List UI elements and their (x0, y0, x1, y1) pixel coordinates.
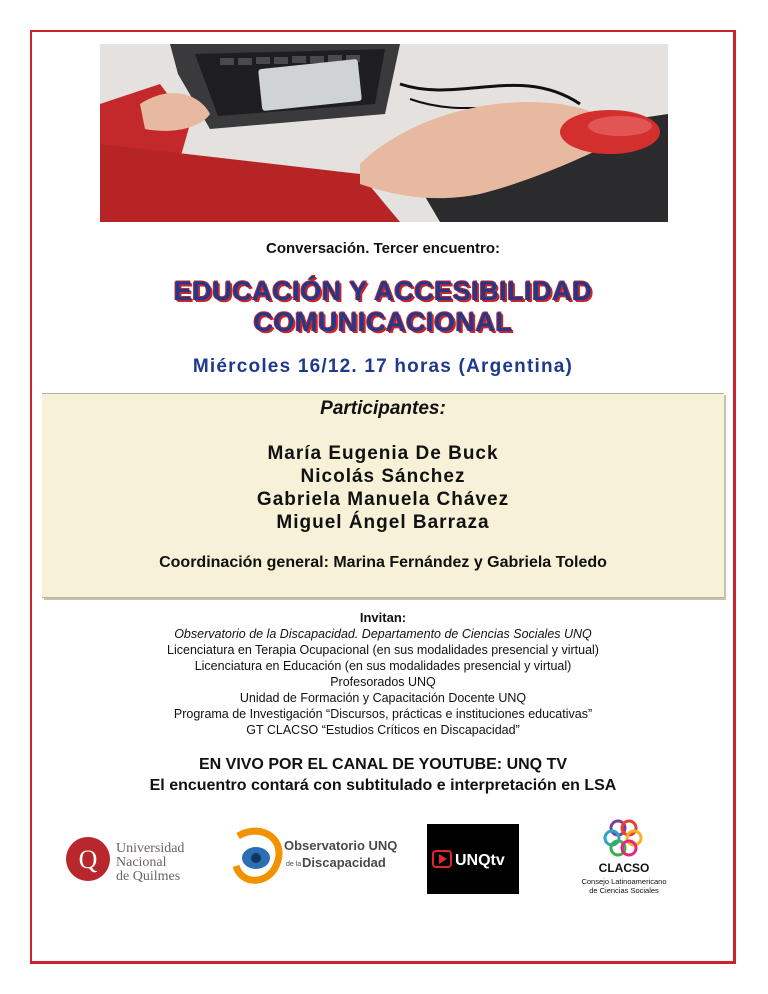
photo-illustration (100, 44, 668, 222)
event-title (30, 276, 736, 338)
unqtv-text: UNQtv (455, 852, 505, 869)
participant-name: Gabriela Manuela Chávez (256, 489, 510, 510)
invite-section (30, 610, 736, 738)
participant-name: Nicolás Sánchez (300, 466, 466, 487)
invite-line: GT CLACSO “Estudios Críticos en Discapacidad” (246, 723, 520, 737)
event-kicker: Conversación. Tercer encuentro: (266, 240, 500, 257)
unq-logo-line3: de Quilmes (116, 869, 181, 884)
unq-logo-line1: Universidad (116, 841, 185, 856)
participants-panel (42, 393, 724, 598)
unq-logo-line2: Nacional (116, 855, 167, 870)
participant-name: Miguel Ángel Barraza (276, 512, 490, 533)
clacso-logo (566, 818, 682, 898)
clacso-sub1: Consejo Latinoamericano (581, 877, 667, 886)
unqtv-logo-mark (427, 824, 519, 894)
clacso-logo-mark (566, 818, 682, 898)
header-photo (100, 44, 668, 222)
coordination-text: Coordinación general: Marina Fernández y Gabriela Toledo (159, 554, 607, 571)
title-line-2: COMUNICACIONAL (253, 307, 513, 337)
participants-list (42, 442, 724, 534)
invite-line: Profesorados UNQ (330, 675, 436, 689)
invite-line: Unidad de Formación y Capacitación Docente UNQ (239, 691, 527, 705)
clacso-name: CLACSO (598, 861, 650, 875)
participants-label: Participantes: (320, 398, 446, 419)
invite-line: Observatorio de la Discapacidad. Departamento de Ciencias Sociales UNQ (174, 627, 592, 641)
invite-line: Programa de Investigación “Discursos, prácticas e instituciones educativas” (173, 707, 593, 721)
observatorio-line2b: Discapacidad (302, 855, 386, 870)
event-date: Miércoles 16/12. 17 horas (Argentina) (192, 356, 574, 377)
invite-heading: Invitan: (359, 610, 407, 625)
invite-line: Licenciatura en Terapia Ocupacional (en sus modalidades presencial y virtual) (167, 643, 599, 657)
live-line-2: El encuentro contará con subtitulado e interpretación en LSA (149, 777, 617, 794)
observatorio-logo (232, 826, 398, 890)
observatorio-line2a: de la (286, 861, 302, 868)
clacso-sub2: de Ciencias Sociales (589, 886, 659, 895)
unq-logo (64, 832, 204, 888)
unqtv-logo (427, 824, 519, 894)
unq-logo-mark (64, 832, 204, 888)
participant-name: María Eugenia De Buck (267, 443, 499, 464)
live-line-1: EN VIVO POR EL CANAL DE YOUTUBE: UNQ TV (198, 756, 568, 773)
observatorio-line1: Observatorio UNQ (284, 838, 398, 853)
unq-logo-letter: Q (78, 845, 98, 874)
observatorio-logo-mark (232, 826, 398, 890)
title-line-1: EDUCACIÓN Y ACCESIBILIDAD (173, 276, 593, 306)
invite-line: Licenciatura en Educación (en sus modalidades presencial y virtual) (194, 659, 572, 673)
live-broadcast-info (30, 754, 736, 796)
